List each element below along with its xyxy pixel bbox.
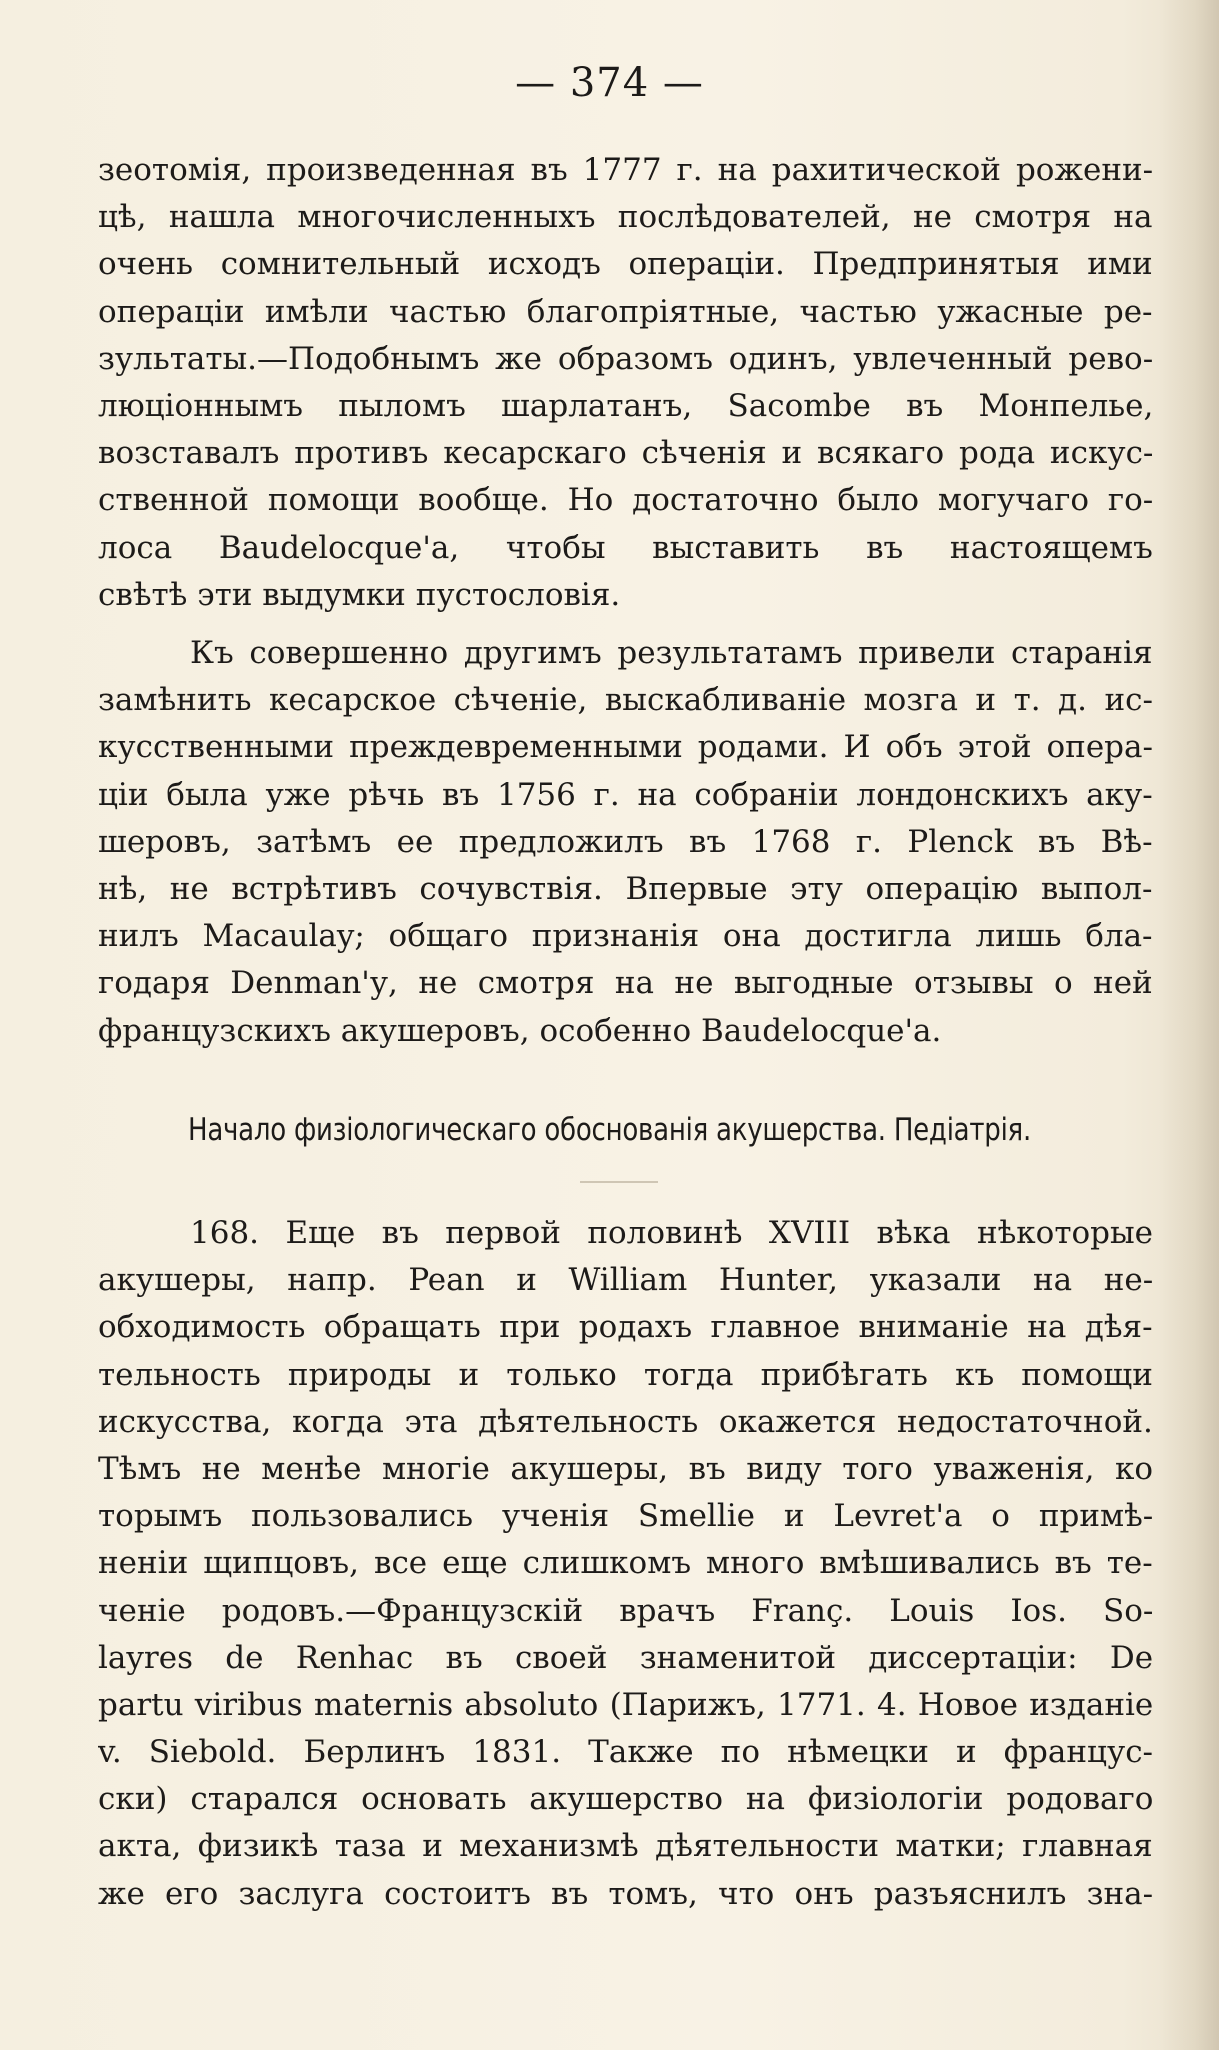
text-line: очень сомнительный исходъ операціи. Предпринятыя ими [98,246,1153,283]
text-line: свѣтѣ эти выдумки пустословія. [98,576,621,613]
text-line: обходимость обращать при родахъ главное вниманіе на дѣя- [98,1309,1153,1346]
text-line: зеотомія, произведенная въ 1777 г. на рахитической рожени- [98,152,1153,188]
section-heading: Начало физіологическаго обоснованія акушерства. Педіатрія. [188,1112,1031,1148]
text-line: ски) старался основать акушерство на физіологіи родоваго [98,1781,1153,1818]
text-line: тельность природы и только тогда прибѣгать къ помощи [98,1356,1153,1393]
text-line: кусственными преждевременными родами. И объ этой опера- [98,729,1153,766]
text-line: partu viribus maternis absoluto (Парижъ, 1771. 4. Новое изданіе [98,1686,1153,1723]
text-line: 168. Еще въ первой половинѣ XVIII вѣка нѣкоторые [190,1215,1153,1251]
text-line: торымъ пользовались ученія Smellie и Levret'a о примѣ- [98,1498,1153,1535]
text-line: ченіе родовъ.—Французскій врачъ Franç. Louis Ios. So- [98,1592,1153,1629]
text-line: акта, физикѣ таза и механизмѣ дѣятельности матки; главная [98,1828,1153,1865]
page-edge-shadow [1159,0,1219,2050]
text-line: Къ совершенно другимъ результатамъ привели старанія [190,635,1153,671]
text-line: искусства, когда эта дѣятельность окажется недостаточной. [98,1403,1153,1440]
text-line: замѣнить кесарское сѣченіе, выскабливаніе мозга и т. д. ис- [98,682,1153,719]
text-line: лоса Baudelocque'a, чтобы выставить въ настоящемъ [98,529,1153,566]
text-line: неніи щипцовъ, все еще слишкомъ много вмѣшивались въ те- [98,1545,1153,1582]
text-line: Тѣмъ не менѣе многіе акушеры, въ виду того уваженія, ко [98,1450,1153,1487]
text-line: layres de Renhac въ своей знаменитой диссертаціи: De [98,1639,1153,1676]
text-line: годаря Denman'у, не смотря на не выгодные отзывы о ней [98,965,1153,1002]
text-line: нилъ Macaulay; общаго признанія она достигла лишь бла- [98,918,1153,955]
text-line: ственной помощи вообще. Но достаточно было могучаго го- [98,482,1153,519]
text-line: зультаты.—Подобнымъ же образомъ одинъ, увлеченный рево- [98,340,1153,377]
text-line: шеровъ, затѣмъ ее предложилъ въ 1768 г. Plenck въ Вѣ- [98,823,1153,860]
text-line: же его заслуга состоитъ въ томъ, что онъ разъяснилъ зна- [98,1875,1153,1912]
paragraph-1 [98,147,1153,619]
text-line: ціи была уже рѣчь въ 1756 г. на собраніи лондонскихъ аку- [98,776,1153,813]
text-line: французскихъ акушеровъ, особенно Baudelocque'a. [98,1012,942,1049]
page-number: — 374 — [515,60,704,106]
text-line: v. Siebold. Берлинъ 1831. Также по нѣмецки и францус- [98,1734,1153,1771]
paragraph-3 [98,1210,1153,1918]
text-line: люціоннымъ пыломъ шарлатанъ, Sacombe въ Монпелье, [98,387,1153,424]
text-line: операціи имѣли частью благопріятные, частью ужасные ре- [98,293,1153,330]
heading-rule [580,1181,658,1183]
text-line: акушеры, напр. Pean и William Hunter, указали на не- [98,1262,1153,1299]
text-line: цѣ, нашла многочисленныхъ послѣдователей, не смотря на [98,199,1153,236]
paragraph-2 [98,630,1153,1055]
text-line: нѣ, не встрѣтивъ сочувствія. Впервые эту операцію выпол- [98,870,1153,907]
text-line: возставалъ противъ кесарскаго сѣченія и всякаго рода искус- [98,435,1153,472]
